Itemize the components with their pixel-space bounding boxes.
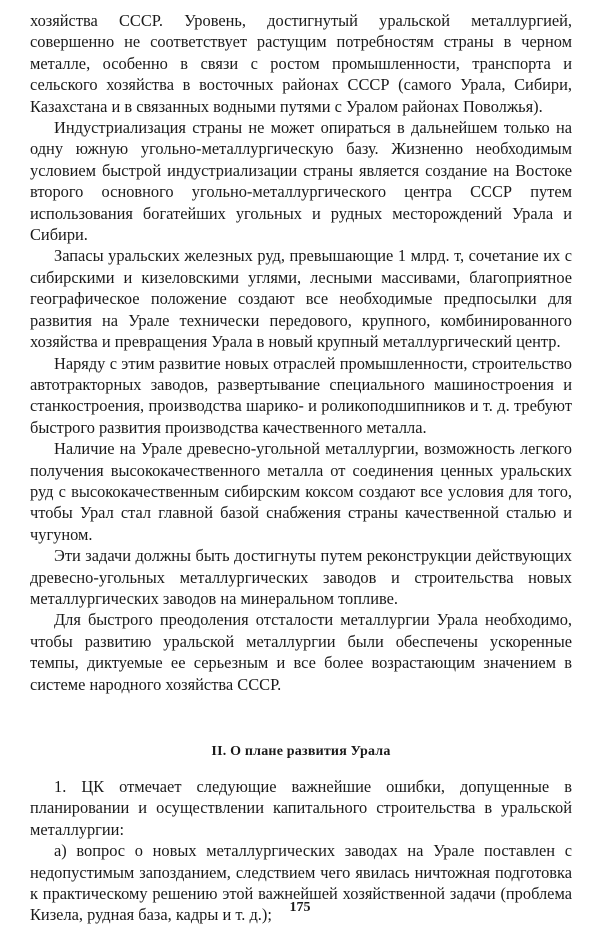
document-page	[30, 10, 572, 926]
paragraph-errors-intro: 1. ЦК отмечает следующие важнейшие ошибки, допущенные в планировании и осуществлении капитального строительства в уральской металлургии:	[30, 777, 572, 839]
paragraph-charcoal-metallurgy: Наличие на Урале древесно-угольной металлургии, возможность легкого получения высококачественного металла от соединения ценных уральских руд с высококачественным сибирским коксом создают все условия для того, чтобы Урал стал главной базой снабжения страны качественной сталью и чугуном.	[30, 439, 572, 544]
section-title: II. О плане развития Урала	[211, 744, 391, 759]
paragraph-ore-reserves: Запасы уральских железных руд, превышающие 1 млрд. т, сочетание их с сибирскими и кизеловскими углями, лесными массивами, благоприятное географическое положение создают все необходимые предпосылки для развития на Урале технически передового, крупного, комбинированного хозяйства и превращения Урала в новый крупный металлургический центр.	[30, 246, 572, 352]
paragraph-overcoming-backwardness: Для быстрого преодоления отсталости металлургии Урала необходимо, чтобы развитию уральской металлургии были обеспечены ускоренные темпы, диктуемые ее серьезным и все более возрастающим значением в системе народного хозяйства СССР.	[30, 610, 572, 694]
page-number: 175	[289, 900, 311, 915]
paragraph-industrialization: Индустриализация страны не может опираться в дальнейшем только на одну южную угольно-металлургическую базу. Жизненно необходимым условием быстрой индустриализации страны является создание на Востоке второго основного угольно-металлургического центра СССР путем использования богатейших угольных и рудных месторождений Урала и Сибири.	[30, 118, 572, 245]
paragraph-error-a: а) вопрос о новых металлургических заводах на Урале поставлен с недопустимым запозданием, следствием чего явилась ничтожная подготовка к практическому решению этой важнейшей хозяйственной задачи (проблема Кизела, рудная база, кадры и т. д.);	[30, 841, 572, 925]
paragraph-continuation: хозяйства СССР. Уровень, достигнутый уральской металлургией, совершенно не соответствует растущим потребностям страны в черном металле, особенно в связи с ростом промышленности, транспорта и сельского хозяйства в восточных районах СССР (самого Урала, Сибири, Казахстана и в связанных водными путями с Уралом районах Поволжья).	[30, 11, 572, 116]
paragraph-new-industries: Наряду с этим развитие новых отраслей промышленности, строительство автотракторных заводов, развертывание специального машиностроения и станкостроения, производства шарико- и роликоподшипников и т. д. требуют быстрого развития производства качественного металла.	[30, 353, 572, 437]
paragraph-tasks: Эти задачи должны быть достигнуты путем реконструкции действующих древесно-угольных металлургических заводов и строительства новых металлургических заводов на минеральном топливе.	[30, 546, 572, 608]
